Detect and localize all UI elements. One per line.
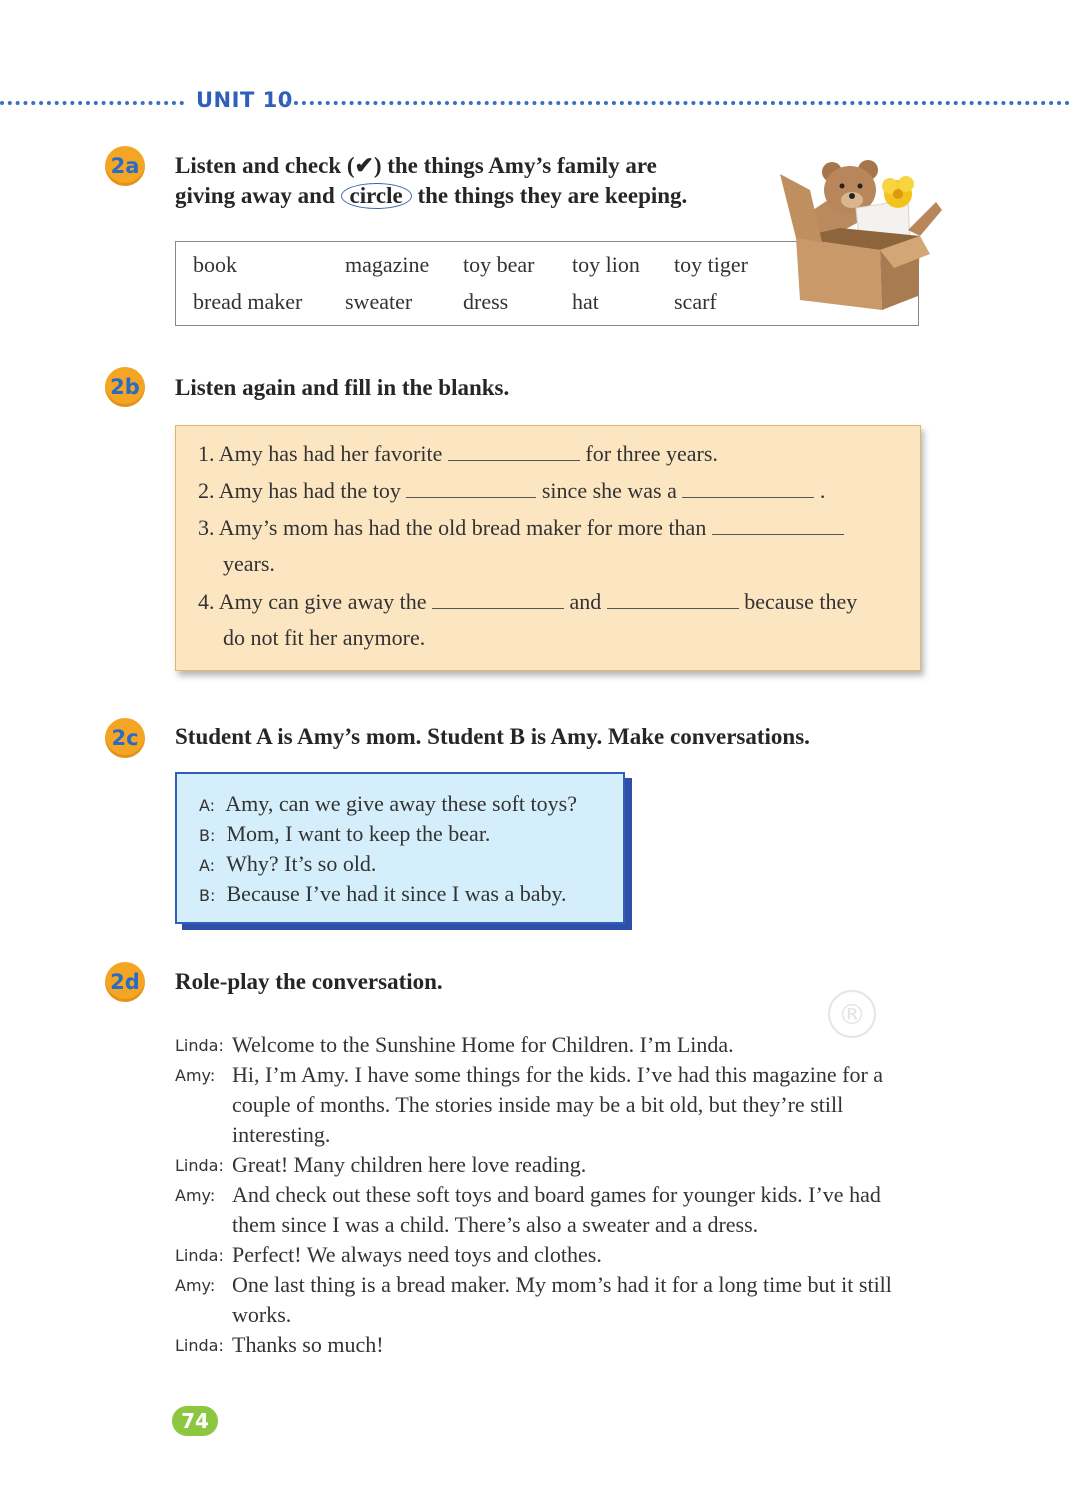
word-item: hat: [572, 289, 599, 314]
word-item: toy lion: [572, 252, 640, 277]
word-item: toy tiger: [674, 252, 748, 277]
word-item: sweater: [345, 289, 413, 314]
answer-blank[interactable]: [607, 588, 739, 609]
section-badge-2a: 2a: [105, 146, 145, 186]
section-badge-2c: 2c: [105, 718, 145, 758]
word-item: magazine: [345, 252, 430, 277]
instruction-2a-line1: Listen and check (✔) the things Amy’s family are: [175, 153, 657, 178]
fill-item-1-text-a: 1. Amy has had her favorite: [198, 441, 443, 466]
answer-blank[interactable]: [448, 440, 580, 461]
fill-item-2-text-a: 2. Amy has had the toy: [198, 478, 401, 503]
conversation-text: Mom, I want to keep the bear.: [226, 821, 491, 846]
dialogue-speaker: Amy:: [175, 1276, 216, 1295]
fill-item-4: [198, 588, 857, 615]
word-item: book: [193, 252, 237, 277]
word-item: scarf: [674, 289, 717, 314]
fill-item-4-text-a: 4. Amy can give away the: [198, 589, 427, 614]
answer-blank[interactable]: [432, 588, 564, 609]
fill-item-2-text-b: since she was a: [541, 478, 677, 503]
section-badge-2d: 2d: [105, 962, 145, 1002]
fill-item-1: [198, 440, 718, 467]
page-number: 74: [172, 1406, 218, 1436]
dialogue-text: Thanks so much!: [232, 1332, 384, 1357]
dialogue-speaker: Linda:: [175, 1336, 224, 1355]
dialogue-speaker: Linda:: [175, 1246, 224, 1265]
instruction-2c: Student A is Amy’s mom. Student B is Amy. Make conversations.: [175, 724, 810, 749]
speaker-label: A:: [199, 796, 216, 815]
fill-item-2-text-c: .: [819, 478, 826, 503]
conversation-line: [199, 821, 490, 847]
fill-item-4-text-b: and: [569, 589, 602, 614]
dialogue-speaker: Linda:: [175, 1156, 224, 1175]
header-dotted-rule-right: [286, 101, 1070, 105]
sample-conversation-box: [175, 772, 625, 924]
fill-item-4-text-c: because they: [744, 589, 858, 614]
fill-item-1-text-b: for three years.: [585, 441, 718, 466]
conversation-line: [199, 851, 376, 877]
dialogue-text: One last thing is a bread maker. My mom’s had it for a long time but it still works.: [232, 1272, 892, 1327]
instruction-2a-line2-pre: giving away and: [175, 183, 335, 208]
conversation-text: Why? It’s so old.: [226, 851, 377, 876]
conversation-text: Amy, can we give away these soft toys?: [225, 791, 577, 816]
fill-item-3-text-a: 3. Amy’s mom has had the old bread maker for more than: [198, 515, 707, 540]
answer-blank[interactable]: [406, 477, 536, 498]
conversation-line: [199, 881, 567, 907]
dialogue-text: Welcome to the Sunshine Home for Children. I’m Linda.: [232, 1032, 734, 1057]
fill-item-3: [198, 514, 844, 541]
dialogue-text: Great! Many children here love reading.: [232, 1152, 587, 1177]
instruction-2a: [175, 151, 687, 211]
word-item: dress: [463, 289, 509, 314]
answer-blank[interactable]: [712, 514, 844, 535]
dialogue-speaker: Linda:: [175, 1036, 224, 1055]
dialogue-text: Perfect! We always need toys and clothes.: [232, 1242, 602, 1267]
unit-title: UNIT 10: [196, 88, 293, 112]
registered-mark-watermark: ®: [828, 990, 876, 1038]
speaker-label: B:: [199, 826, 216, 845]
instruction-2d: Role-play the conversation.: [175, 969, 443, 994]
instruction-2a-line2-post: the things they are keeping.: [417, 183, 688, 208]
dialogue-speaker: Amy:: [175, 1186, 216, 1205]
dialogue-text: Hi, I’m Amy. I have some things for the kids. I’ve had this magazine for a couple of months. The stories inside may be a bit old, but they’re still interesting.: [232, 1062, 884, 1147]
speaker-label: A:: [199, 856, 216, 875]
conversation-text: Because I’ve had it since I was a baby.: [226, 881, 567, 906]
dialogue-speaker: Amy:: [175, 1066, 216, 1085]
speaker-label: B:: [199, 886, 216, 905]
word-item: toy bear: [463, 252, 535, 277]
fill-item-2: [198, 477, 825, 504]
circled-word: circle: [341, 183, 412, 209]
section-badge-2b: 2b: [105, 367, 145, 407]
fill-item-3-text-b: years.: [223, 551, 275, 576]
answer-blank[interactable]: [682, 477, 814, 498]
instruction-2b: Listen again and fill in the blanks.: [175, 375, 510, 400]
header-dotted-rule-left: [0, 101, 184, 105]
conversation-line: [199, 791, 577, 817]
fill-item-4-text-d: do not fit her anymore.: [223, 625, 426, 650]
instruction-2a-line2: [175, 181, 687, 211]
dialogue-text: And check out these soft toys and board games for younger kids. I’ve had them since I was a child. There’s also a sweater and a dress.: [232, 1182, 881, 1237]
fill-in-blanks-box: [175, 425, 921, 671]
box-with-teddy-bear-illustration: [770, 150, 945, 315]
word-item: bread maker: [193, 289, 303, 314]
